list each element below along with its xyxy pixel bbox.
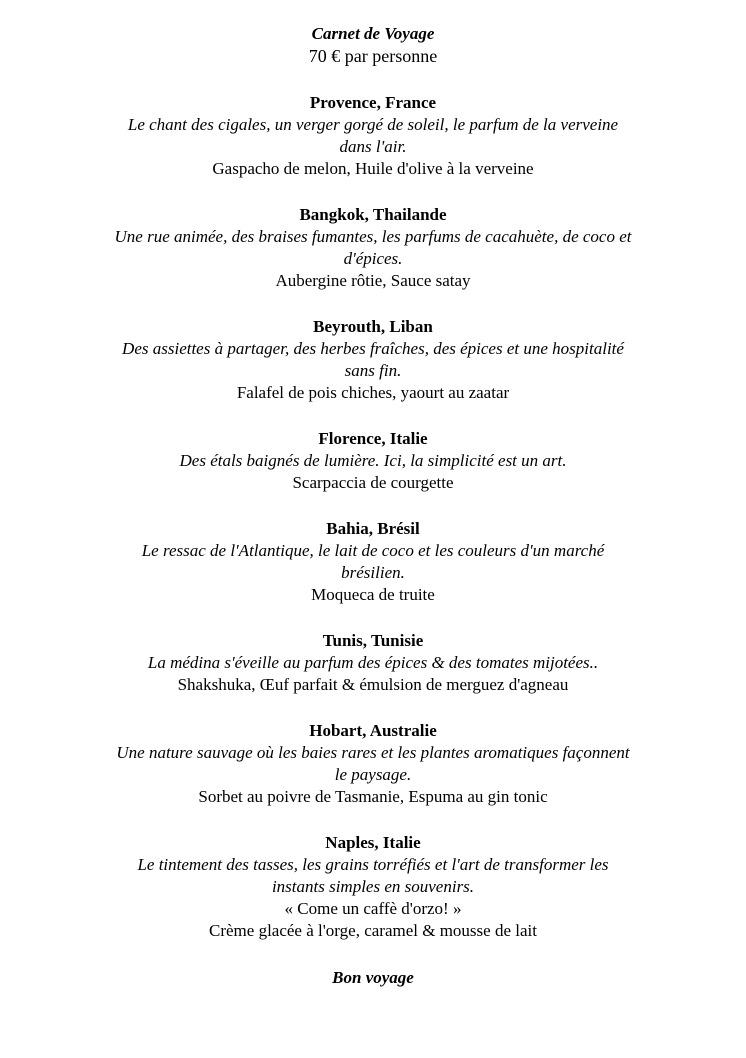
course-dish: Shakshuka, Œuf parfait & émulsion de merguez d'agneau <box>177 675 569 694</box>
course-dish: Gaspacho de melon, Huile d'olive à la verveine <box>212 159 534 178</box>
menu-page <box>0 22 746 989</box>
menu-title: Carnet de Voyage <box>311 24 435 43</box>
course-dish: « Come un caffè d'orzo! » <box>284 899 462 918</box>
course-place: Beyrouth, Liban <box>313 317 433 336</box>
course-section <box>0 427 746 494</box>
course-description: Des assiettes à partager, des herbes fraîches, des épices et une hospitalité sans fin. <box>122 339 624 380</box>
course-place: Tunis, Tunisie <box>322 631 424 650</box>
course-section <box>0 91 746 180</box>
course-description: Une nature sauvage où les baies rares et les plantes aromatiques façonnent le paysage. <box>116 743 630 784</box>
course-description: Une rue animée, des braises fumantes, les parfums de cacahuète, de coco et d'épices. <box>114 227 632 268</box>
course-section <box>0 517 746 606</box>
course-section <box>0 315 746 404</box>
course-dish: Crème glacée à l'orge, caramel & mousse de lait <box>209 921 537 940</box>
course-description: Le ressac de l'Atlantique, le lait de coco et les couleurs d'un marché brésilien. <box>141 541 605 582</box>
course-place: Hobart, Australie <box>309 721 437 740</box>
course-section <box>0 719 746 808</box>
course-place: Naples, Italie <box>325 833 421 852</box>
course-dish: Aubergine rôtie, Sauce satay <box>275 271 471 290</box>
menu-price: 70 € par personne <box>308 46 438 66</box>
course-description: Le tintement des tasses, les grains torréfiés et l'art de transformer les instants simples en souvenirs. <box>137 855 609 896</box>
course-description: Le chant des cigales, un verger gorgé de soleil, le parfum de la verveine dans l'air. <box>127 115 619 156</box>
course-list <box>0 91 746 942</box>
course-description: Des étals baignés de lumière. Ici, la simplicité est un art. <box>179 451 567 470</box>
course-dish: Scarpaccia de courgette <box>292 473 454 492</box>
course-dish: Sorbet au poivre de Tasmanie, Espuma au gin tonic <box>198 787 548 806</box>
course-description: La médina s'éveille au parfum des épices & des tomates mijotées.. <box>147 653 599 672</box>
course-place: Bahia, Brésil <box>326 519 420 538</box>
course-section <box>0 831 746 942</box>
course-section <box>0 629 746 696</box>
closing-line: Bon voyage <box>332 968 414 987</box>
course-dish: Falafel de pois chiches, yaourt au zaatar <box>236 383 510 402</box>
course-dish: Moqueca de truite <box>311 585 435 604</box>
course-place: Florence, Italie <box>318 429 428 448</box>
course-place: Bangkok, Thailande <box>299 205 447 224</box>
course-section <box>0 203 746 292</box>
course-place: Provence, France <box>309 93 437 112</box>
